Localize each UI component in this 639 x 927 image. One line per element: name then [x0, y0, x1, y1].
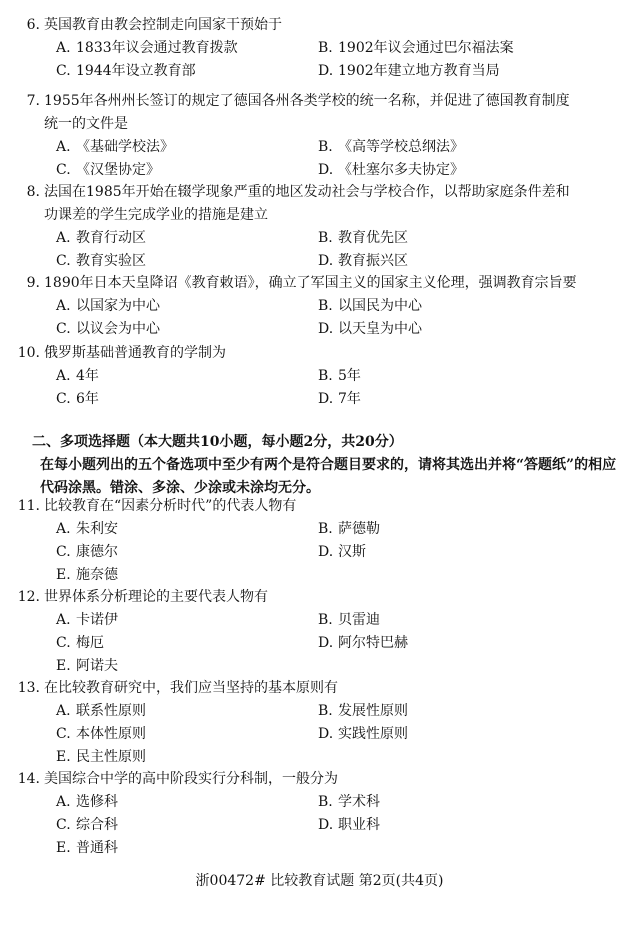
- option-d: D. 以天皇为中心: [318, 321, 422, 337]
- option-c: C. 梅厄: [56, 635, 104, 651]
- option-e: E. 普通科: [56, 840, 118, 856]
- option-d: D. 汉斯: [318, 544, 366, 560]
- option-c: C. 《汉堡协定》: [56, 162, 160, 178]
- question-number: 7.: [26, 93, 40, 109]
- question-10: [12, 342, 629, 411]
- option-d: D. 《杜塞尔多夫协定》: [318, 162, 464, 178]
- question-stem-continued: 功课差的学生完成学业的措施是建立: [44, 207, 268, 223]
- option-c: C. 以议会为中心: [56, 321, 160, 337]
- option-b: B. 学术科: [318, 794, 380, 810]
- option-c: C. 1944年设立教育部: [56, 63, 196, 79]
- option-b: B. 发展性原则: [318, 703, 408, 719]
- option-c: C. 康德尔: [56, 544, 118, 560]
- question-stem: 英国教育由教会控制走向国家干预始于: [44, 17, 282, 33]
- option-a: A. 教育行动区: [56, 230, 146, 246]
- option-b: B. 1902年议会通过巴尔福法案: [318, 40, 514, 56]
- question-11: [12, 495, 629, 587]
- option-c: C. 本体性原则: [56, 726, 146, 742]
- question-6: [12, 14, 629, 83]
- question-9: [12, 272, 629, 341]
- question-stem: 俄罗斯基础普通教育的学制为: [44, 345, 226, 361]
- question-number: 13.: [17, 680, 40, 696]
- question-stem: 美国综合中学的高中阶段实行分科制，一般分为: [44, 771, 338, 787]
- option-e: E. 阿诺夫: [56, 658, 118, 674]
- section-heading: 二、多项选择题（本大题共10小题，每小题2分，共20分）: [32, 434, 403, 450]
- option-e: E. 施奈德: [56, 567, 118, 583]
- question-stem: 比较教育在“因素分析时代”的代表人物有: [44, 498, 297, 514]
- option-b: B. 5年: [318, 368, 361, 384]
- option-d: D. 1902年建立地方教育当局: [318, 63, 500, 79]
- option-b: B. 贝雷迪: [318, 612, 380, 628]
- option-b: B. 教育优先区: [318, 230, 408, 246]
- question-number: 9.: [26, 275, 40, 291]
- question-stem-continued: 统一的文件是: [44, 116, 128, 132]
- option-d: D. 7年: [318, 391, 361, 407]
- question-stem: 1955年各州州长签订的规定了德国各州各类学校的统一名称，并促进了德国教育制度: [44, 93, 570, 109]
- question-number: 14.: [17, 771, 40, 787]
- question-number: 10.: [17, 345, 40, 361]
- question-12: [12, 586, 629, 678]
- option-a: A. 1833年议会通过教育拨款: [56, 40, 238, 56]
- question-14: [12, 768, 629, 860]
- page-footer: 浙00472# 比较教育试题 第2页(共4页): [195, 873, 444, 889]
- option-b: B. 萨德勒: [318, 521, 380, 537]
- question-number: 12.: [17, 589, 40, 605]
- option-a: A. 朱利安: [56, 521, 118, 537]
- question-stem: 在比较教育研究中，我们应当坚持的基本原则有: [44, 680, 338, 696]
- option-a: A. 4年: [56, 368, 99, 384]
- option-d: D. 实践性原则: [318, 726, 408, 742]
- section-instruction: 在每小题列出的五个备选项中至少有两个是符合题目要求的，请将其选出并将“答题纸”的相应代码涂黑。错涂、多涂、少涂或未涂均无分。: [40, 457, 617, 496]
- option-a: A. 选修科: [56, 794, 118, 810]
- option-e: E. 民主性原则: [56, 749, 146, 765]
- question-number: 8.: [26, 184, 40, 200]
- option-c: C. 综合科: [56, 817, 118, 833]
- option-a: A. 《基础学校法》: [56, 139, 174, 155]
- question-stem: 世界体系分析理论的主要代表人物有: [44, 589, 268, 605]
- question-number: 6.: [26, 17, 40, 33]
- question-stem: 法国在1985年开始在辍学现象严重的地区发动社会与学校合作，以帮助家庭条件差和: [44, 184, 570, 200]
- question-7: [12, 90, 629, 182]
- option-d: D. 教育振兴区: [318, 253, 408, 269]
- option-a: A. 联系性原则: [56, 703, 146, 719]
- section-2-header: [32, 431, 629, 500]
- question-number: 11.: [17, 498, 40, 514]
- option-a: A. 卡诺伊: [56, 612, 118, 628]
- option-c: C. 6年: [56, 391, 99, 407]
- question-8: [12, 181, 629, 273]
- question-13: [12, 677, 629, 769]
- option-a: A. 以国家为中心: [56, 298, 160, 314]
- option-b: B. 以国民为中心: [318, 298, 422, 314]
- option-d: D. 职业科: [318, 817, 380, 833]
- option-c: C. 教育实验区: [56, 253, 146, 269]
- option-d: D. 阿尔特巴赫: [318, 635, 408, 651]
- question-stem: 1890年日本天皇降诏《教育敕语》，确立了军国主义的国家主义伦理，强调教育宗旨要: [44, 275, 577, 291]
- option-b: B. 《高等学校总纲法》: [318, 139, 464, 155]
